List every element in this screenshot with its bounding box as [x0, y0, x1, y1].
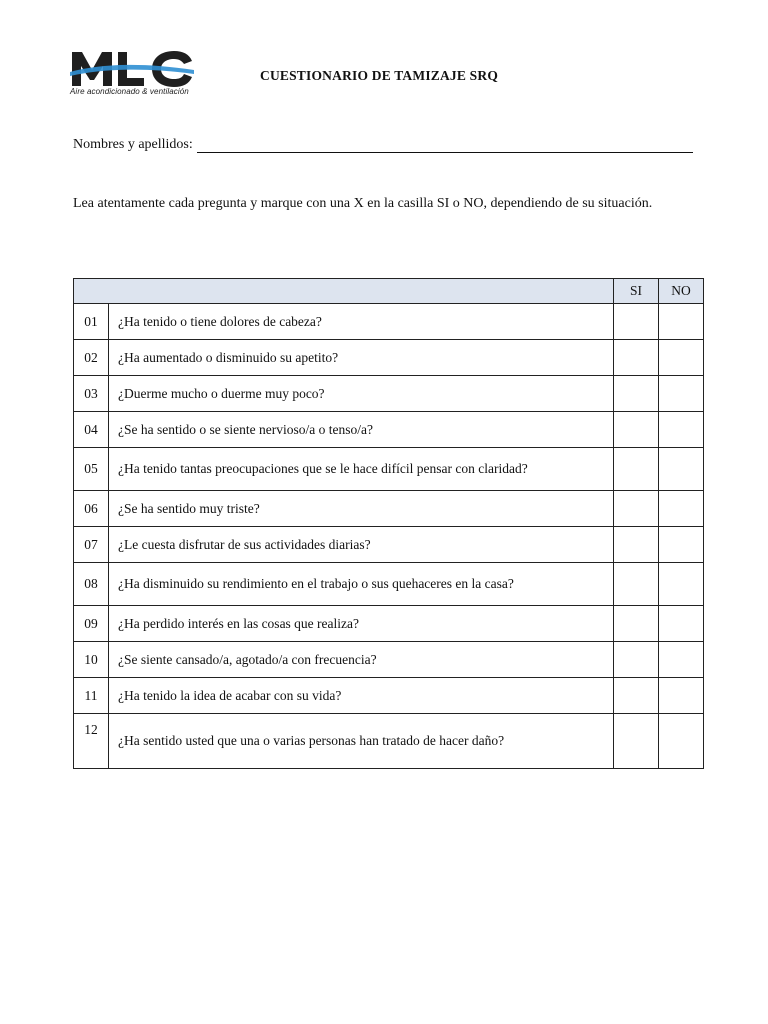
- question-text: ¿Ha aumentado o disminuido su apetito?: [109, 340, 614, 376]
- table-row: [74, 714, 704, 769]
- question-text: ¿Ha sentido usted que una o varias personas han tratado de hacer daño?: [109, 714, 614, 769]
- answer-si-checkbox[interactable]: [614, 678, 659, 714]
- question-text: ¿Le cuesta disfrutar de sus actividades diarias?: [109, 527, 614, 563]
- answer-no-checkbox[interactable]: [659, 412, 704, 448]
- answer-si-checkbox[interactable]: [614, 448, 659, 491]
- question-number: 08: [74, 563, 109, 606]
- question-number: 10: [74, 642, 109, 678]
- answer-no-checkbox[interactable]: [659, 678, 704, 714]
- answer-si-checkbox[interactable]: [614, 376, 659, 412]
- question-text: ¿Ha perdido interés en las cosas que realiza?: [109, 606, 614, 642]
- question-text: ¿Se ha sentido muy triste?: [109, 491, 614, 527]
- question-number: 09: [74, 606, 109, 642]
- table-row: [74, 304, 704, 340]
- header-si: SI: [614, 279, 659, 304]
- question-text: ¿Ha tenido tantas preocupaciones que se le hace difícil pensar con claridad?: [109, 448, 614, 491]
- header-no: NO: [659, 279, 704, 304]
- table-row: [74, 527, 704, 563]
- answer-no-checkbox[interactable]: [659, 527, 704, 563]
- header-blank-cell: [74, 279, 614, 304]
- name-label: Nombres y apellidos:: [73, 137, 193, 152]
- questionnaire-table: [73, 278, 704, 769]
- table-row: [74, 491, 704, 527]
- question-number: 03: [74, 376, 109, 412]
- instructions-text: Lea atentamente cada pregunta y marque con una X en la casilla SI o NO, dependiendo de su situación.: [73, 196, 653, 211]
- question-number: 07: [74, 527, 109, 563]
- mlc-logo-graphic: [70, 48, 200, 88]
- answer-si-checkbox[interactable]: [614, 412, 659, 448]
- answer-si-checkbox[interactable]: [614, 491, 659, 527]
- question-text: ¿Se siente cansado/a, agotado/a con frecuencia?: [109, 642, 614, 678]
- table-row: [74, 448, 704, 491]
- question-text: ¿Se ha sentido o se siente nervioso/a o tenso/a?: [109, 412, 614, 448]
- question-number: 04: [74, 412, 109, 448]
- question-number: 12: [74, 714, 109, 769]
- answer-si-checkbox[interactable]: [614, 606, 659, 642]
- table-row: [74, 642, 704, 678]
- table-row: [74, 678, 704, 714]
- question-text: ¿Ha tenido la idea de acabar con su vida?: [109, 678, 614, 714]
- table-row: [74, 376, 704, 412]
- question-number: 06: [74, 491, 109, 527]
- answer-no-checkbox[interactable]: [659, 714, 704, 769]
- answer-no-checkbox[interactable]: [659, 340, 704, 376]
- question-text: ¿Ha disminuido su rendimiento en el trabajo o sus quehaceres en la casa?: [109, 563, 614, 606]
- table-row: [74, 340, 704, 376]
- name-field-row: [73, 137, 693, 153]
- answer-no-checkbox[interactable]: [659, 376, 704, 412]
- answer-si-checkbox[interactable]: [614, 714, 659, 769]
- answer-si-checkbox[interactable]: [614, 642, 659, 678]
- question-number: 11: [74, 678, 109, 714]
- table-row: [74, 563, 704, 606]
- answer-no-checkbox[interactable]: [659, 448, 704, 491]
- name-input-line[interactable]: [197, 138, 693, 153]
- answer-no-checkbox[interactable]: [659, 563, 704, 606]
- question-number: 01: [74, 304, 109, 340]
- table-header-row: [74, 279, 704, 304]
- question-number: 05: [74, 448, 109, 491]
- question-text: ¿Ha tenido o tiene dolores de cabeza?: [109, 304, 614, 340]
- answer-si-checkbox[interactable]: [614, 340, 659, 376]
- logo-tagline: Aire acondicionado & ventilación: [70, 87, 189, 96]
- table-row: [74, 412, 704, 448]
- answer-si-checkbox[interactable]: [614, 304, 659, 340]
- document-title: CUESTIONARIO DE TAMIZAJE SRQ: [260, 68, 499, 83]
- question-number: 02: [74, 340, 109, 376]
- answer-no-checkbox[interactable]: [659, 304, 704, 340]
- table-row: [74, 606, 704, 642]
- answer-no-checkbox[interactable]: [659, 642, 704, 678]
- answer-no-checkbox[interactable]: [659, 606, 704, 642]
- question-text: ¿Duerme mucho o duerme muy poco?: [109, 376, 614, 412]
- answer-si-checkbox[interactable]: [614, 563, 659, 606]
- company-logo: [70, 48, 200, 100]
- answer-no-checkbox[interactable]: [659, 491, 704, 527]
- answer-si-checkbox[interactable]: [614, 527, 659, 563]
